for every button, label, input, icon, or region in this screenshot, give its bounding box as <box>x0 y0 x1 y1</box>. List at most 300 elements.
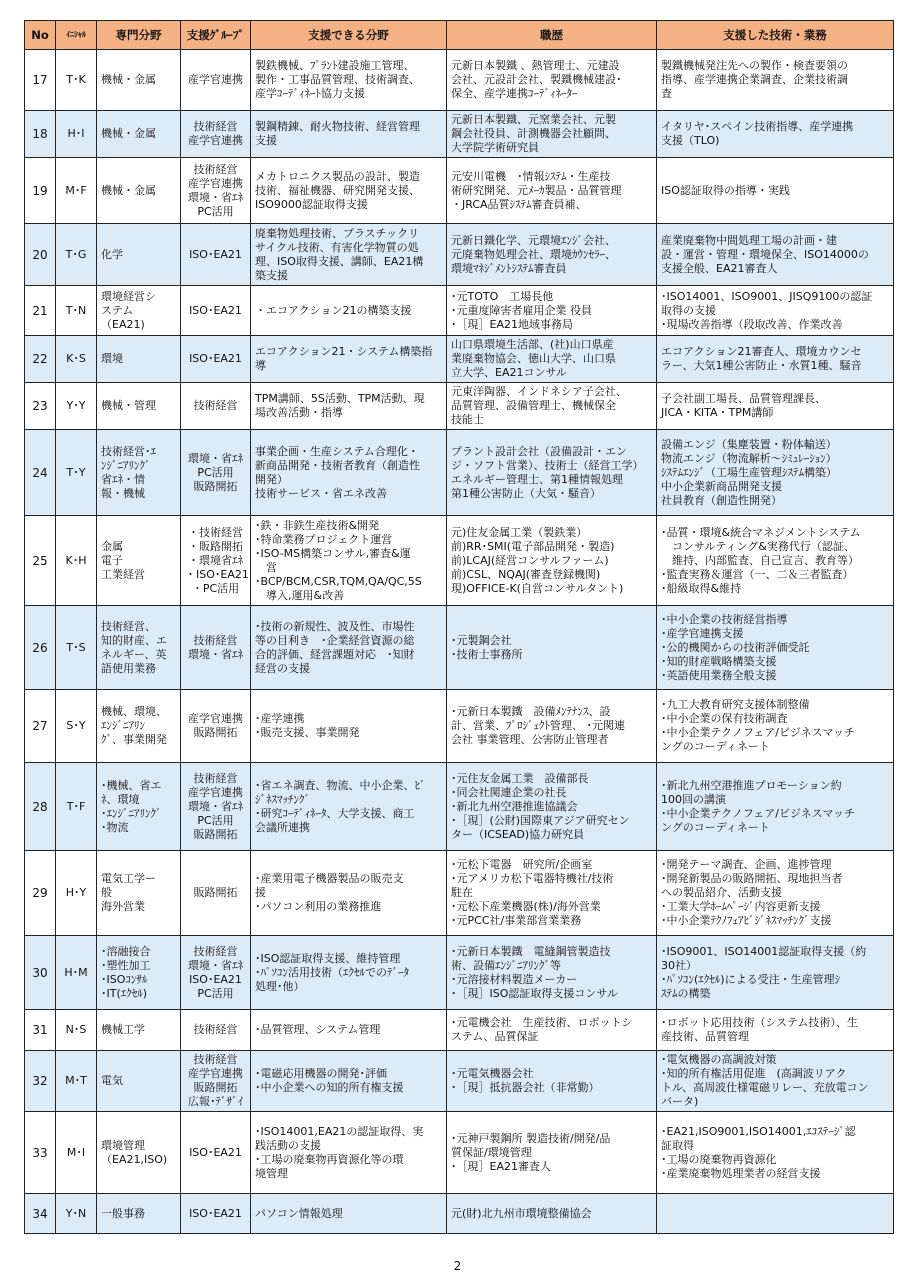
row-field <box>97 383 181 430</box>
row-field-line: ･塑性加工 <box>101 958 151 972</box>
row-career-line: ･元TOTO 工場長他 <box>451 289 554 303</box>
row-group-line: ・環境省ｴﾈ <box>188 553 243 567</box>
row-support <box>251 50 447 111</box>
row-achievements-line: 証取得 <box>661 1138 694 1152</box>
row-support <box>251 286 447 336</box>
row-support-line: ･パソコン利用の業務推進 <box>255 900 382 913</box>
row-field <box>97 336 181 383</box>
row-field-line: ･ISOｺﾝｻﾙ <box>101 972 148 986</box>
row-support <box>251 336 447 383</box>
row-group-line: PC活用 <box>197 986 234 1000</box>
row-support <box>251 111 447 158</box>
row-career-line: 元廃棄物処理会社、環境ｶｳﾝｾﾗｰ、 <box>451 247 616 261</box>
row-support-line: ･研究ｺｰﾃﾞｨﾈｰﾀ、大学支援、商工 <box>255 806 415 820</box>
row-support <box>251 383 447 430</box>
row-achievements <box>657 50 894 111</box>
row-initials: N･S <box>56 1010 97 1051</box>
row-support-line: 理、ISO取得支援、講師、EA21構 <box>255 254 424 268</box>
row-career <box>447 430 657 516</box>
row-group-line: 環境・省ｴﾈ <box>188 190 243 204</box>
row-achievements-line: ･中小企業テクノフェア/ビジネスマッチ <box>661 806 856 820</box>
row-support-line: 技術、福祉機器、研究開発支援、 <box>255 183 420 197</box>
row-achievements <box>657 224 894 286</box>
table-header <box>25 21 894 50</box>
row-career <box>447 690 657 763</box>
row-support-line: ･販売支援、事業開発 <box>255 726 360 739</box>
row-support-line: ･中小企業への知的所有権支援 <box>255 1081 404 1094</box>
row-field-line: 環境 <box>101 352 123 365</box>
row-support-line: 践活動の支援 <box>255 1138 321 1152</box>
row-achievements-line: ･知的所有権活用促進 (高調波リアク <box>661 1067 847 1080</box>
row-achievements-line: ングのコーディネート <box>661 820 770 834</box>
row-support <box>251 690 447 763</box>
row-support-line: 導 <box>255 359 266 372</box>
row-group <box>181 851 251 936</box>
row-achievements-line: ･開発新製品の販路開拓、現地担当者 <box>661 872 843 885</box>
row-achievements-line: ･EA21,ISO9001,ISO14001,ｴｺｽﾃｰｼﾞ認 <box>661 1124 856 1138</box>
table-row <box>25 224 894 286</box>
row-career-line: 元新日本製鐵、元窯業会社、元製 <box>451 113 616 126</box>
row-support <box>251 606 447 690</box>
row-career-line: 山口県環境生活部、(社)山口県産 <box>451 338 614 351</box>
row-group-line: 環境・省ｴﾈ <box>188 451 243 465</box>
row-group <box>181 690 251 763</box>
row-career <box>447 50 657 111</box>
row-achievements <box>657 1194 894 1234</box>
row-support-line: 事業企画・生産システム合理化・ <box>255 444 419 458</box>
row-field <box>97 111 181 158</box>
row-support-line: ・エコアクション21の構築支援 <box>255 303 412 317</box>
row-group-line: 技術経営 <box>193 771 238 785</box>
row-field <box>97 224 181 286</box>
row-achievements-line: 物流エンジ（物流解析～ｼﾐｭﾚｰｼｮﾝ） <box>661 451 837 465</box>
row-achievements-line: 30社） <box>661 958 697 972</box>
row-field-line: ･溶融接合 <box>101 944 151 958</box>
row-achievements <box>657 763 894 851</box>
row-career <box>447 383 657 430</box>
row-support <box>251 1194 447 1234</box>
row-achievements-line: トル、高周波仕様電磁リレー、充放電コン <box>661 1081 869 1094</box>
row-group-line: 産学官連携 <box>188 712 243 725</box>
row-group-line: 販路開拓 <box>193 479 238 493</box>
row-group <box>181 763 251 851</box>
row-field-line: 機械・金属 <box>101 183 156 197</box>
row-initials: H･M <box>56 936 97 1010</box>
row-group-line: 技術経営 <box>193 944 238 958</box>
advisor-table <box>24 20 894 1234</box>
table-row <box>25 158 894 224</box>
table-row <box>25 763 894 851</box>
row-career-line: 前)RR･SMI(電子部品開発・製造) <box>451 539 615 553</box>
row-career-line: エネルギー管理士、第1種情報処理 <box>451 472 623 486</box>
row-career-line: ･［現］EA21審査人 <box>451 1159 551 1173</box>
row-support-line: ･ISO-MS構築コンサル,審査&運 <box>255 546 411 560</box>
row-career-line: 元新日鐵化学、元環境ｴﾝｼﾞ会社、 <box>451 233 616 247</box>
row-initials: Y･N <box>56 1194 97 1234</box>
row-achievements-line: ･知的財産戦略構築支援 <box>661 654 777 668</box>
row-support-line: 処理･他） <box>255 979 305 993</box>
row-number: 28 <box>25 763 56 851</box>
row-number: 21 <box>25 286 56 336</box>
row-group-line: 技術経営 <box>193 633 238 647</box>
row-achievements-line: ･産業廃棄物処理業者の経営支援 <box>661 1166 821 1180</box>
row-field-line: 機械・金属 <box>101 127 156 140</box>
row-group-line: 販路開拓 <box>193 726 238 739</box>
row-group-line: 技術経営 <box>193 1023 238 1036</box>
row-field-line: ｸﾞ、事業開発 <box>101 733 167 746</box>
row-field-line: 環境経営シ <box>101 289 156 303</box>
row-achievements-line: ･中小企業ﾃｸﾉﾌｪｱﾋﾞｼﾞﾈｽﾏｯﾁﾝｸﾞ支援 <box>661 914 832 927</box>
row-achievements-line: ･船級取得&維持 <box>661 581 742 595</box>
row-field <box>97 286 181 336</box>
row-career-line: ･［現］ISO認証取得支援コンサル <box>451 986 618 1000</box>
header-support: 支援できる分野 <box>251 21 447 50</box>
row-group-line: 技術経営 <box>193 162 238 176</box>
row-field-line: ﾝｼﾞﾆｱﾘﾝｸﾞ <box>101 458 151 472</box>
row-career-line: ・JRCA品質ｼｽﾃﾑ審査員補、 <box>451 197 587 211</box>
row-support-line: ･BCP/BCM,CSR,TQM,QA/QC,5S <box>255 574 422 588</box>
row-career-line: 元東洋陶器、インドネシア子会社、 <box>451 385 627 398</box>
row-achievements <box>657 383 894 430</box>
row-support-line: 技術サービス・省エネ改善 <box>255 486 387 500</box>
row-support <box>251 158 447 224</box>
row-career-line: 計、営業、ﾌﾟﾛｼﾞｪｸﾄ管理、 ･元関連 <box>451 719 625 732</box>
row-career-line: プラント設計会社（設備設計・エン <box>451 444 627 458</box>
page-number: 2 <box>453 1259 462 1273</box>
row-number: 18 <box>25 111 56 158</box>
row-achievements-line: JICA・KITA・TPM講師 <box>661 406 774 419</box>
row-support-line: 製鉄機械、ﾌﾟﾗﾝﾄ建設施工管理、 <box>255 59 415 72</box>
row-field-line: 金属 <box>101 539 123 553</box>
row-support-line: 合的評価、経営課題対応 ･知財 <box>255 647 415 661</box>
row-field <box>97 430 181 516</box>
row-field-line: 技術経営、 <box>101 619 156 633</box>
row-group-line: ISO･EA21 <box>189 1145 242 1159</box>
row-career-line: ･元重度障害者雇用企業 役員 <box>451 303 592 317</box>
row-achievements-line: 100回の講演 <box>661 792 726 806</box>
row-group-line: 広報･ﾃﾞｻﾞｲ <box>188 1095 243 1108</box>
row-achievements <box>657 516 894 606</box>
row-number: 17 <box>25 50 56 111</box>
row-support-line: 築支援 <box>255 268 288 282</box>
row-career-line: ター（ICSEAD)協力研究員 <box>451 827 585 841</box>
row-field-line: （EA21,ISO) <box>101 1152 168 1166</box>
row-number: 23 <box>25 383 56 430</box>
row-field-line: 機械・管理 <box>101 399 156 412</box>
row-achievements-line: 中小企業新商品開発支援 <box>661 479 782 493</box>
row-achievements-line: ･品質・環境&統合マネジメントシステム <box>661 525 861 539</box>
row-achievements-line: ISO認証取得の指導・実践 <box>661 183 790 197</box>
row-achievements-line: ･九工大教育研究支援体制整備 <box>661 698 810 711</box>
row-career-line: ジ・ソフト営業）、技術士（経営工学） <box>451 458 644 472</box>
row-support-line: ･工場の廃棄物再資源化等の環 <box>255 1152 404 1166</box>
row-support <box>251 1010 447 1051</box>
row-group-line: 技術経営 <box>193 120 238 133</box>
row-career-line: 質保証/環境管理 <box>451 1145 532 1159</box>
row-support-line: 会議所連携 <box>255 820 310 834</box>
row-initials: K･H <box>56 516 97 606</box>
row-support-line: TPM講師、5S活動、TPM活動、現 <box>255 392 425 405</box>
row-achievements-line: コンサルティング&実務代行（認証、 <box>661 539 855 553</box>
row-support-line: ･鉄・非鉄生産技術&開発 <box>255 518 380 532</box>
row-career-line: 第1種公害防止（大気・騒音） <box>451 486 601 500</box>
row-career-line: 保全、産学連携ｺｰﾃﾞｨﾈｰﾀｰ <box>451 87 578 100</box>
row-field <box>97 763 181 851</box>
row-career-line: 現)OFFICE-K(自営コンサルタント) <box>451 581 624 595</box>
row-achievements-line: ･開発テーマ調査、企画、進捗管理 <box>661 858 832 871</box>
header-no: No <box>25 21 56 50</box>
row-support-line: ･ISO14001,EA21の認証取得、実 <box>255 1124 424 1138</box>
row-field-line: 語使用業務 <box>101 661 156 675</box>
row-career-line: ･［現］EA21地域事務局 <box>451 317 573 331</box>
row-field-line: ･ｴﾝｼﾞﾆｱﾘﾝｸﾞ <box>101 806 162 820</box>
row-field-line: 知的財産、エ <box>101 633 167 647</box>
row-field <box>97 606 181 690</box>
row-achievements-line: ･ﾊﾟｿｺﾝ(ｴｸｾﾙ)による受注・生産管理ｼ <box>661 972 841 986</box>
row-achievements-line: ･工場の廃棄物再資源化 <box>661 1152 777 1166</box>
row-achievements-line: ･産学官連携支援 <box>661 626 744 640</box>
row-field <box>97 1010 181 1051</box>
row-support-line: 等の目利き ･企業経営資源の総 <box>255 633 415 647</box>
row-career <box>447 336 657 383</box>
header-achievements: 支援した技術・業務 <box>657 21 894 50</box>
row-support-line: 開発） <box>255 472 288 486</box>
row-career-line: ･元製鋼会社 <box>451 633 512 647</box>
row-field-line: 化学 <box>101 247 123 261</box>
row-career <box>447 936 657 1010</box>
row-support-line: 経営の支援 <box>255 661 310 675</box>
row-achievements-line: ラー、大気1種公害防止・水質1種、騒音 <box>661 359 862 372</box>
row-career <box>447 158 657 224</box>
row-number: 34 <box>25 1194 56 1234</box>
row-support-line: 製鋼精錬、耐火物技術、経営管理 <box>255 120 420 133</box>
header-initials: ｲﾆｼｬﾙ <box>56 21 97 50</box>
row-group-line: ・ISO･EA21 <box>185 567 249 581</box>
row-field <box>97 50 181 111</box>
row-career <box>447 1051 657 1112</box>
row-group <box>181 606 251 690</box>
row-initials: T･S <box>56 606 97 690</box>
row-support-line: 援 <box>255 886 266 899</box>
row-field-line: 技術経営･ｴ <box>101 444 156 458</box>
table-row <box>25 286 894 336</box>
row-achievements-line: ･ISO14001、ISO9001、JISQ9100の認証 <box>661 289 873 303</box>
table-row <box>25 936 894 1010</box>
row-career-line: ･［現］抵抗器会社（非常勤） <box>451 1081 600 1094</box>
row-career <box>447 763 657 851</box>
row-support-line: 新商品開発・技術者教育（創造性 <box>255 458 420 472</box>
row-group-line: ・販路開拓 <box>188 539 243 553</box>
row-career-line: ･元松下電器 研究所/企画室 <box>451 858 593 871</box>
row-initials: T･Y <box>56 430 97 516</box>
row-support-line: 導入,運用&改善 <box>255 588 345 602</box>
row-group <box>181 1112 251 1194</box>
row-field-line: 機械工学 <box>101 1023 145 1036</box>
row-career <box>447 516 657 606</box>
row-field-line: 工業経営 <box>101 567 145 581</box>
row-achievements-line: ･ロボット応用技術（システム技術）、生 <box>661 1016 858 1029</box>
row-initials: S･Y <box>56 690 97 763</box>
row-career-line: ･元電気機器会社 <box>451 1067 534 1080</box>
row-field-line: 電気 <box>101 1074 123 1087</box>
row-field-line: ･IT(ｴｸｾﾙ) <box>101 986 148 1000</box>
row-field-line: ･物流 <box>101 820 129 834</box>
row-support-line: ･電磁応用機器の開発･評価 <box>255 1067 387 1080</box>
row-career-line: ･元新日本製鐵 設備ﾒﾝﾃﾅﾝｽ、設 <box>451 705 611 718</box>
table-row <box>25 336 894 383</box>
table-row <box>25 1051 894 1112</box>
row-group-line: 技術経営 <box>193 1053 238 1066</box>
table-row <box>25 111 894 158</box>
row-support <box>251 430 447 516</box>
row-group-line: ISO･EA21 <box>189 352 242 365</box>
row-career-line: ･元アメリカ松下電器特機社/技術 <box>451 872 614 885</box>
row-achievements-line: 社員教育（創造性開発） <box>661 493 782 507</box>
row-field-line: 電子 <box>101 553 123 567</box>
row-career-line: 立大学、EA21コンサル <box>451 366 567 379</box>
row-group-line: ・技術経営 <box>188 525 243 539</box>
row-career-line: 元(財)北九州市環境整備協会 <box>451 1206 592 1220</box>
row-career <box>447 224 657 286</box>
row-career-line: ･同会社関連企業の社長 <box>451 785 567 799</box>
row-career-line: ･元神戸製鋼所 製造技術/開発/品 <box>451 1131 611 1145</box>
row-number: 32 <box>25 1051 56 1112</box>
row-career <box>447 286 657 336</box>
row-achievements-line: ･監査実務＆運営（一、二＆三者監査） <box>661 567 854 581</box>
row-field <box>97 936 181 1010</box>
row-career <box>447 1194 657 1234</box>
row-career-line: 環境ﾏﾈｼﾞﾒﾝﾄｼｽﾃﾑ審査員 <box>451 261 567 275</box>
table-row <box>25 851 894 936</box>
row-initials: H･Y <box>56 851 97 936</box>
row-group-line: PC活用 <box>197 465 234 479</box>
row-support-line: 製作・工事品質管理、技術調査、 <box>255 73 420 86</box>
row-field-line: 海外営業 <box>101 900 145 913</box>
row-achievements-line: 産業廃棄物中間処理工場の計画・建 <box>661 233 837 247</box>
row-career-line: 会社 事業管理、公害防止管理者 <box>451 733 609 746</box>
row-group-line: ISO･EA21 <box>189 972 242 986</box>
row-number: 27 <box>25 690 56 763</box>
row-group-line: 環境・省ｴﾈ <box>188 958 243 972</box>
row-career-line: ･元PCC社/事業部営業業務 <box>451 914 582 927</box>
row-achievements-line: イタリヤ･スペイン技術指導、産学連携 <box>661 120 854 133</box>
row-support <box>251 1051 447 1112</box>
table-row <box>25 50 894 111</box>
row-achievements-line: 設備エンジ（集塵装置・粉体輸送） <box>661 437 837 451</box>
row-career-line: ･元新日本製鐵 電縫鋼管製造技 <box>451 944 611 958</box>
row-support-line: ｼﾞﾈｽﾏｯﾁﾝｸﾞ <box>255 792 310 806</box>
row-achievements <box>657 1010 894 1051</box>
row-group-line: ISO･EA21 <box>189 303 242 317</box>
row-group-line: PC活用 <box>197 813 234 827</box>
row-support-line: メカトロニクス製品の設計、製造 <box>255 169 420 183</box>
row-initials: Y･Y <box>56 383 97 430</box>
row-achievements-line: ･電気機器の高調波対策 <box>661 1053 777 1066</box>
row-career-line: 術研究開発、元ﾒｰｶ製品・品質管理 <box>451 183 622 197</box>
row-field <box>97 158 181 224</box>
row-number: 25 <box>25 516 56 606</box>
row-initials: K･S <box>56 336 97 383</box>
row-achievements-line: 維持、内部監査、自己宣言、教育等） <box>661 553 859 567</box>
row-achievements-line: ｼｽﾃﾑｴﾝｼﾞ（工場生産管理ｼｽﾃﾑ構築） <box>661 465 837 479</box>
row-career <box>447 851 657 936</box>
row-field <box>97 1194 181 1234</box>
row-support-line: 産学ｺｰﾃﾞｨﾈｰﾄ協力支援 <box>255 87 365 100</box>
row-field-line: （EA21) <box>101 317 145 331</box>
row-field-line: ･機械、省エ <box>101 778 162 792</box>
row-number: 33 <box>25 1112 56 1194</box>
row-achievements <box>657 690 894 763</box>
header-career: 職歴 <box>447 21 657 50</box>
row-field-line: ﾈ、環境 <box>101 792 140 806</box>
row-group <box>181 1051 251 1112</box>
row-support <box>251 763 447 851</box>
row-career-line: 前)CSL、NQAJ(審査登録機関) <box>451 567 601 581</box>
row-group <box>181 430 251 516</box>
row-support-line: パソコン情報処理 <box>255 1206 343 1220</box>
row-group <box>181 936 251 1010</box>
row-support-line: ･ISO認証取得支援、維持管理 <box>255 951 401 965</box>
row-achievements <box>657 286 894 336</box>
row-career-line: ･元松下産業機器(株)/海外営業 <box>451 900 601 913</box>
row-initials: T･G <box>56 224 97 286</box>
row-support-line: ･省エネ調査、物流、中小企業、ﾋﾞ <box>255 778 426 792</box>
row-career-line: 元)住友金属工業（製鉄業） <box>451 525 588 539</box>
row-achievements-line: ･公的機関からの技術評価受託 <box>661 640 810 654</box>
row-achievements-line: ･ISO9001、ISO14001認証取得支援（約 <box>661 944 867 958</box>
row-achievements-line: 指導、産学連携企業調査、企業技術調 <box>661 73 848 86</box>
row-support-line: エコアクション21・システム構築指 <box>255 345 433 358</box>
row-group-line: ISO･EA21 <box>189 247 242 261</box>
row-achievements-line: ｽﾃﾑの構築 <box>661 986 711 1000</box>
row-career-line: ステム、品質保証 <box>451 1030 539 1043</box>
row-group <box>181 516 251 606</box>
row-achievements-line: エコアクション21審査人、環境カウンセ <box>661 345 862 358</box>
row-field-line: 省ｴﾈ・情 <box>101 472 145 486</box>
row-achievements <box>657 606 894 690</box>
row-field-line: 機械・金属 <box>101 73 156 86</box>
row-field <box>97 690 181 763</box>
row-support-line: サイクル技術、有害化学物質の処 <box>255 240 419 254</box>
table-row <box>25 690 894 763</box>
row-group-line: 技術経営 <box>193 399 238 412</box>
row-group-line: 環境・省ｴﾈ <box>188 647 243 661</box>
row-initials: T･K <box>56 50 97 111</box>
row-initials: M･T <box>56 1051 97 1112</box>
row-group-line: 産学官連携 <box>188 1067 243 1080</box>
row-group-line: 環境・省ｴﾈ <box>188 799 243 813</box>
row-career-line: 術、設備ｴﾝｼﾞﾆｱﾘﾝｸﾞ等 <box>451 958 561 972</box>
row-initials: T･F <box>56 763 97 851</box>
row-achievements-line: ･英語使用業務全般支援 <box>661 668 777 682</box>
row-group-line: 産学官連携 <box>188 785 243 799</box>
row-career-line: 品質管理、設備管理士、機械保全 <box>451 399 616 412</box>
row-support-line: 境管理 <box>255 1166 288 1180</box>
row-achievements-line: バータ) <box>661 1095 699 1108</box>
row-group <box>181 158 251 224</box>
row-group <box>181 224 251 286</box>
row-achievements <box>657 111 894 158</box>
row-number: 19 <box>25 158 56 224</box>
row-group <box>181 336 251 383</box>
row-field <box>97 1112 181 1194</box>
row-field-line: 電気工学ー <box>101 872 156 885</box>
row-field <box>97 516 181 606</box>
row-initials: T･N <box>56 286 97 336</box>
table-body <box>25 50 894 1234</box>
row-career <box>447 111 657 158</box>
row-achievements-line: への製品紹介、活動支援 <box>661 886 782 899</box>
